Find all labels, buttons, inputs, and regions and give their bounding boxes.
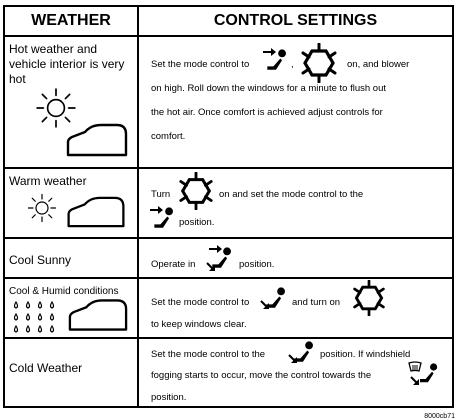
- control-settings-header: CONTROL SETTINGS: [139, 7, 452, 37]
- settings-text: Set the mode control to: [151, 59, 250, 70]
- weather-cell: [5, 339, 139, 408]
- floor-defrost-mode-icon: [259, 285, 289, 315]
- settings-text: Operate in: [151, 259, 196, 270]
- weather-label: Cool Sunny: [9, 253, 72, 267]
- settings-text: comfort.: [151, 131, 186, 142]
- weather-control-table: [3, 5, 454, 408]
- rain-drops-icon: [11, 299, 61, 337]
- weather-label: Hot weather and vehicle interior is very hot: [9, 42, 125, 86]
- settings-cell: [139, 339, 452, 408]
- weather-cell: [5, 239, 139, 277]
- settings-text: Turn: [151, 189, 171, 200]
- mode-panel-icon: [262, 45, 290, 75]
- floor-mode-icon: [287, 339, 317, 369]
- table-row-cool-humid: [5, 279, 452, 339]
- table-row-cold: [5, 339, 452, 408]
- settings-cell: [139, 37, 452, 167]
- weather-cell: [5, 37, 139, 167]
- settings-text: on and set the mode control to the: [219, 189, 364, 200]
- settings-text: position.: [239, 259, 275, 270]
- weather-header: WEATHER: [5, 7, 139, 37]
- weather-cell: [5, 169, 139, 237]
- weather-label: Warm weather: [9, 174, 87, 188]
- air-conditioning-snowflake-icon: [177, 172, 215, 210]
- settings-text: position. If windshield: [320, 349, 411, 360]
- car-silhouette-icon: [65, 195, 127, 229]
- table-row-warm: [5, 169, 452, 239]
- weather-cell: [5, 279, 139, 337]
- settings-text: to keep windows clear.: [151, 319, 247, 330]
- table-row-cool-sunny: [5, 239, 452, 279]
- air-conditioning-snowflake-icon: [299, 43, 339, 83]
- bi-level-mode-icon: [205, 243, 235, 275]
- car-silhouette-icon: [65, 121, 129, 159]
- settings-cell: [139, 279, 452, 337]
- settings-text: position.: [151, 392, 187, 403]
- car-silhouette-icon: [67, 297, 129, 333]
- settings-cell: [139, 239, 452, 277]
- settings-text: Set the mode control to: [151, 297, 250, 308]
- settings-text: and turn on: [292, 297, 341, 308]
- settings-text: ,: [291, 59, 294, 70]
- mode-panel-icon: [149, 203, 177, 233]
- settings-text: on high. Roll down the windows for a minute to flush out: [151, 83, 386, 94]
- settings-cell: [139, 169, 452, 237]
- sun-icon: [27, 193, 57, 223]
- settings-text: fogging starts to occur, move the control towards the: [151, 370, 372, 381]
- air-conditioning-snowflake-icon: [351, 280, 387, 316]
- weather-label: Cold Weather: [9, 361, 83, 375]
- defrost-mode-icon: [407, 361, 443, 387]
- settings-text: the hot air. Once comfort is achieved adjust controls for: [151, 107, 383, 118]
- settings-text: position.: [179, 217, 215, 228]
- settings-text: on, and blower: [347, 59, 410, 70]
- figure-code: 8000cb71: [424, 413, 455, 420]
- table-row-hot: [5, 37, 452, 169]
- weather-label: Cool & Humid conditions: [9, 286, 119, 297]
- settings-text: Set the mode control to the: [151, 349, 266, 360]
